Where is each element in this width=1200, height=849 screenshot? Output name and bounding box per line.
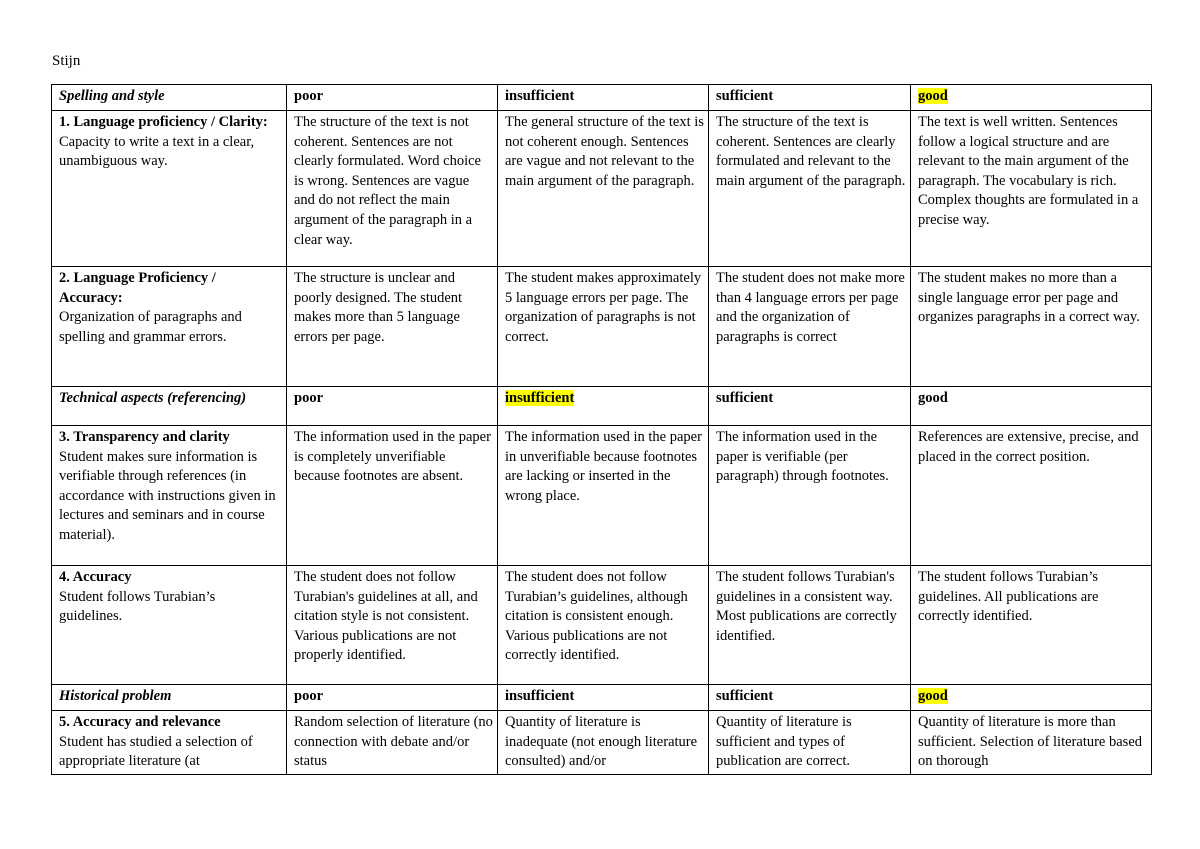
rating-poor: The structure is unclear and poorly designed. The student makes more than 5 language errors per page. (287, 267, 498, 387)
rating-sufficient: Quantity of literature is sufficient and types of publication are correct. (709, 711, 911, 775)
criterion-description: Student follows Turabian’s guidelines. (59, 588, 216, 625)
criterion-cell (52, 566, 287, 685)
rating-sufficient: The structure of the text is coherent. Sentences are clearly formulated and relevant to the main argument of the paragraph. (709, 111, 911, 267)
rating-good: The student follows Turabian’s guidelines. All publications are correctly identified. (911, 566, 1152, 685)
criterion-description: Student makes sure information is verifiable through references (in accordance with instructions given in lectures and seminars and in course material). (59, 448, 276, 543)
rating-sufficient: The student does not make more than 4 language errors per page and the organization of paragraphs is correct (709, 267, 911, 387)
rating-sufficient: The information used in the paper is verifiable (per paragraph) through footnotes. (709, 426, 911, 566)
criterion-title: 2. Language Proficiency / Accuracy: (59, 270, 216, 306)
level-header-sufficient: sufficient (709, 85, 911, 111)
section-header-row (52, 387, 1152, 426)
level-header-insufficient (498, 387, 709, 426)
criterion-row (52, 711, 1152, 775)
section-header-row (52, 685, 1152, 711)
section-title: Historical problem (52, 685, 287, 711)
criterion-title: 5. Accuracy and relevance (59, 714, 221, 730)
criterion-cell (52, 711, 287, 775)
rating-good: Quantity of literature is more than sufficient. Selection of literature based on thorough (911, 711, 1152, 775)
criterion-row (52, 111, 1152, 267)
rating-sufficient: The student follows Turabian's guidelines in a consistent way. Most publications are correctly identified. (709, 566, 911, 685)
author-name: Stijn (52, 53, 81, 69)
rating-insufficient: The general structure of the text is not coherent enough. Sentences are vague and not relevant to the main argument of the paragraph. (498, 111, 709, 267)
level-header-sufficient: sufficient (709, 685, 911, 711)
level-header-sufficient: sufficient (709, 387, 911, 426)
criterion-description: Student has studied a selection of appropriate literature (at (59, 733, 253, 770)
criterion-title: 3. Transparency and clarity (59, 429, 230, 445)
criterion-description: Organization of paragraphs and spelling and grammar errors. (59, 309, 242, 345)
criterion-title: 4. Accuracy (59, 569, 132, 585)
rating-poor: The structure of the text is not coherent. Sentences are not clearly formulated. Word choice is wrong. Sentences are vague and do not reflect the main argument of the paragraph in a clear way. (287, 111, 498, 267)
highlighted-level: good (918, 688, 948, 704)
rating-insufficient: The student does not follow Turabian’s guidelines, although citation is consistent enough. Various publications are not correctly identified. (498, 566, 709, 685)
level-header-poor: poor (287, 85, 498, 111)
criterion-description: Capacity to write a text in a clear, unambiguous way. (59, 133, 255, 170)
highlighted-level: good (918, 88, 948, 104)
section-title: Spelling and style (52, 85, 287, 111)
level-header-good: good (911, 387, 1152, 426)
level-header-insufficient: insufficient (498, 85, 709, 111)
level-header-poor: poor (287, 685, 498, 711)
rating-poor: The student does not follow Turabian's guidelines at all, and citation style is not consistent. Various publications are not properly identified. (287, 566, 498, 685)
level-header-poor: poor (287, 387, 498, 426)
section-header-row (52, 85, 1152, 111)
rating-insufficient: The student makes approximately 5 language errors per page. The organization of paragraphs is not correct. (498, 267, 709, 387)
level-header-good (911, 85, 1152, 111)
level-header-good (911, 685, 1152, 711)
criterion-row (52, 566, 1152, 685)
criterion-row (52, 267, 1152, 387)
criterion-cell (52, 267, 287, 387)
rating-insufficient: Quantity of literature is inadequate (not enough literature consulted) and/or (498, 711, 709, 775)
criterion-cell (52, 426, 287, 566)
criterion-row (52, 426, 1152, 566)
rating-poor: The information used in the paper is completely unverifiable because footnotes are absent. (287, 426, 498, 566)
criterion-cell (52, 111, 287, 267)
criterion-title: 1. Language proficiency / Clarity: (59, 114, 268, 130)
rating-good: The text is well written. Sentences follow a logical structure and are relevant to the main argument of the paragraph. The vocabulary is rich. Complex thoughts are formulated in a precise way. (911, 111, 1152, 267)
highlighted-level: insufficient (505, 390, 575, 406)
level-header-insufficient: insufficient (498, 685, 709, 711)
grading-rubric-table (51, 84, 1152, 775)
rating-good: The student makes no more than a single language error per page and organizes paragraphs in a correct way. (911, 267, 1152, 387)
rating-poor: Random selection of literature (no connection with debate and/or status (287, 711, 498, 775)
rating-good: References are extensive, precise, and placed in the correct position. (911, 426, 1152, 566)
section-title: Technical aspects (referencing) (52, 387, 287, 426)
rating-insufficient: The information used in the paper in unverifiable because footnotes are lacking or inserted in the wrong place. (498, 426, 709, 566)
